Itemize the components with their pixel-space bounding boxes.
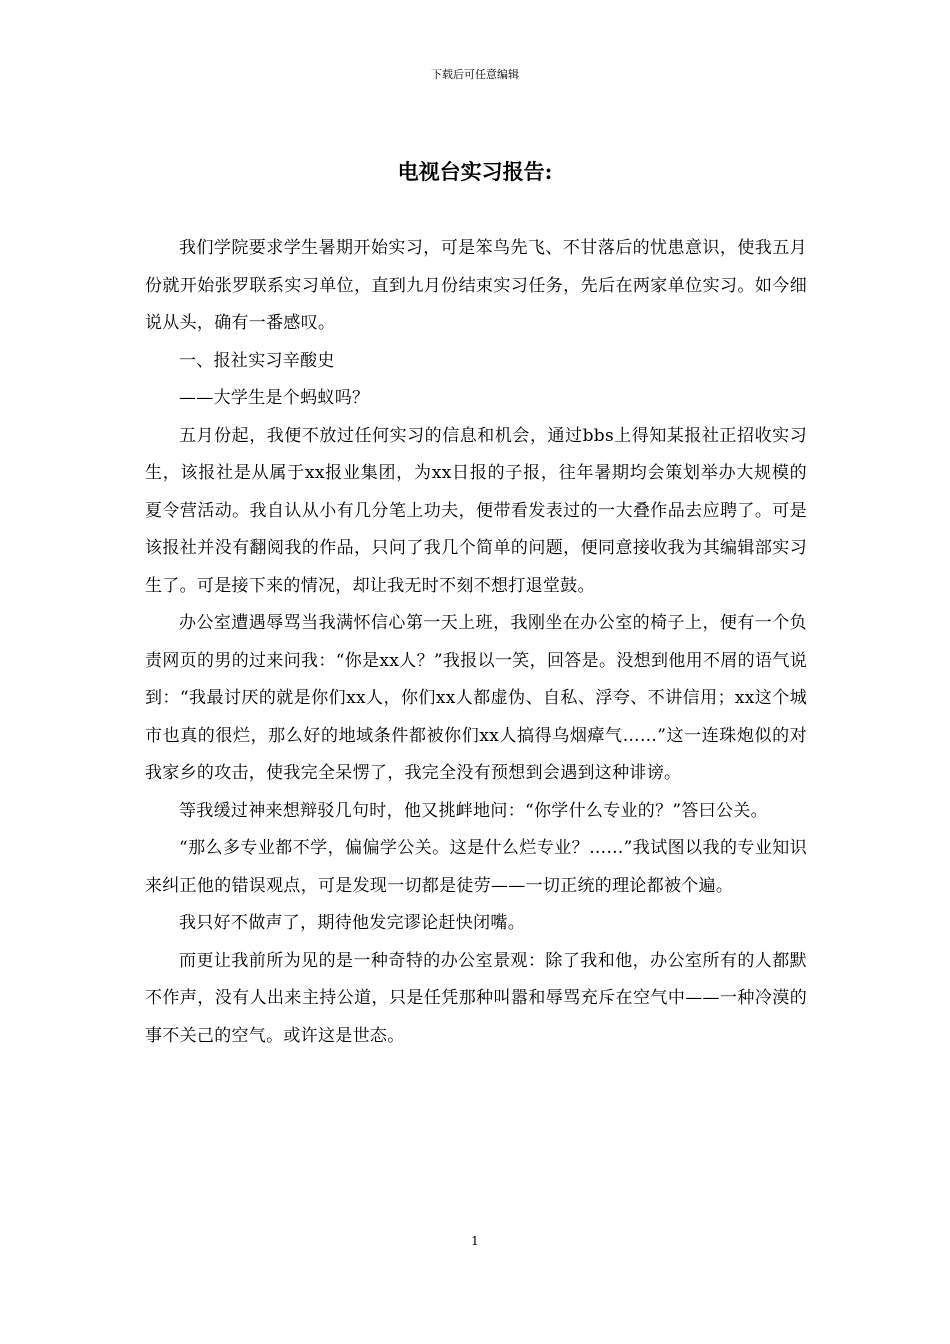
document-body (145, 230, 807, 1055)
paragraph: 我们学院要求学生暑期开始实习，可是笨鸟先飞、不甘落后的忧患意识，使我五月份就开始张罗联系实习单位，直到九月份结束实习任务，先后在两家单位实习。如今细说从头，确有一番感叹。 (145, 238, 807, 333)
header-note: 下载后可任意编辑 (431, 68, 519, 81)
paragraph: 而更让我前所为见的是一种奇特的办公室景观：除了我和他，办公室所有的人都默不作声，没有人出来主持公道，只是任凭那种叫嚣和辱骂充斥在空气中——一种冷漠的事不关己的空气。或许这是世态。 (145, 950, 807, 1046)
paragraph: 办公室遭遇辱骂当我满怀信心第一天上班，我刚坐在办公室的椅子上，便有一个负责网页的男的过来问我：“你是xx人？”我报以一笑，回答是。没想到他用不屑的语气说到：“我最讨厌的就是你们xx人，你们xx人都虚伪、自私、浮夸、不讲信用；xx这个城市也真的很烂，那么好的地域条件都被你们xx人搞得乌烟瘴气……”这一连珠炮似的对我家乡的攻击，使我完全呆愣了，我完全没有预想到会遇到这种诽谤。 (145, 613, 807, 783)
paragraph: “那么多专业都不学，偏偏学公关。这是什么烂专业？……”我试图以我的专业知识来纠正他的错误观点，可是发现一切都是徒劳——一切正统的理论都被个遍。 (145, 838, 807, 896)
paragraph: 等我缓过神来想辩驳几句时，他又挑衅地问：“你学什么专业的？”答曰公关。 (179, 800, 768, 821)
paragraph: 我只好不做声了，期待他发完谬论赶快闭嘴。 (179, 913, 525, 933)
section-subheading: ——大学生是个蚂蚁吗？ (179, 388, 370, 408)
page-number: 1 (471, 1234, 479, 1248)
document-title: 电视台实习报告: (397, 159, 553, 184)
section-heading: 一、报社实习辛酸史 (179, 350, 335, 371)
paragraph: 五月份起，我便不放过任何实习的信息和机会，通过bbs上得知某报社正招收实习生，该报社是从属于xx报业集团，为xx日报的子报，往年暑期均会策划举办大规模的夏令营活动。我自认从小有几分笔上功夫，便带看发表过的一大叠作品去应聘了。可是该报社并没有翻阅我的作品，只问了我几个简单的问题，便同意接收我为其编辑部实习生了。可是接下来的情况，却让我无时不刻不想打退堂鼓。 (145, 425, 807, 596)
